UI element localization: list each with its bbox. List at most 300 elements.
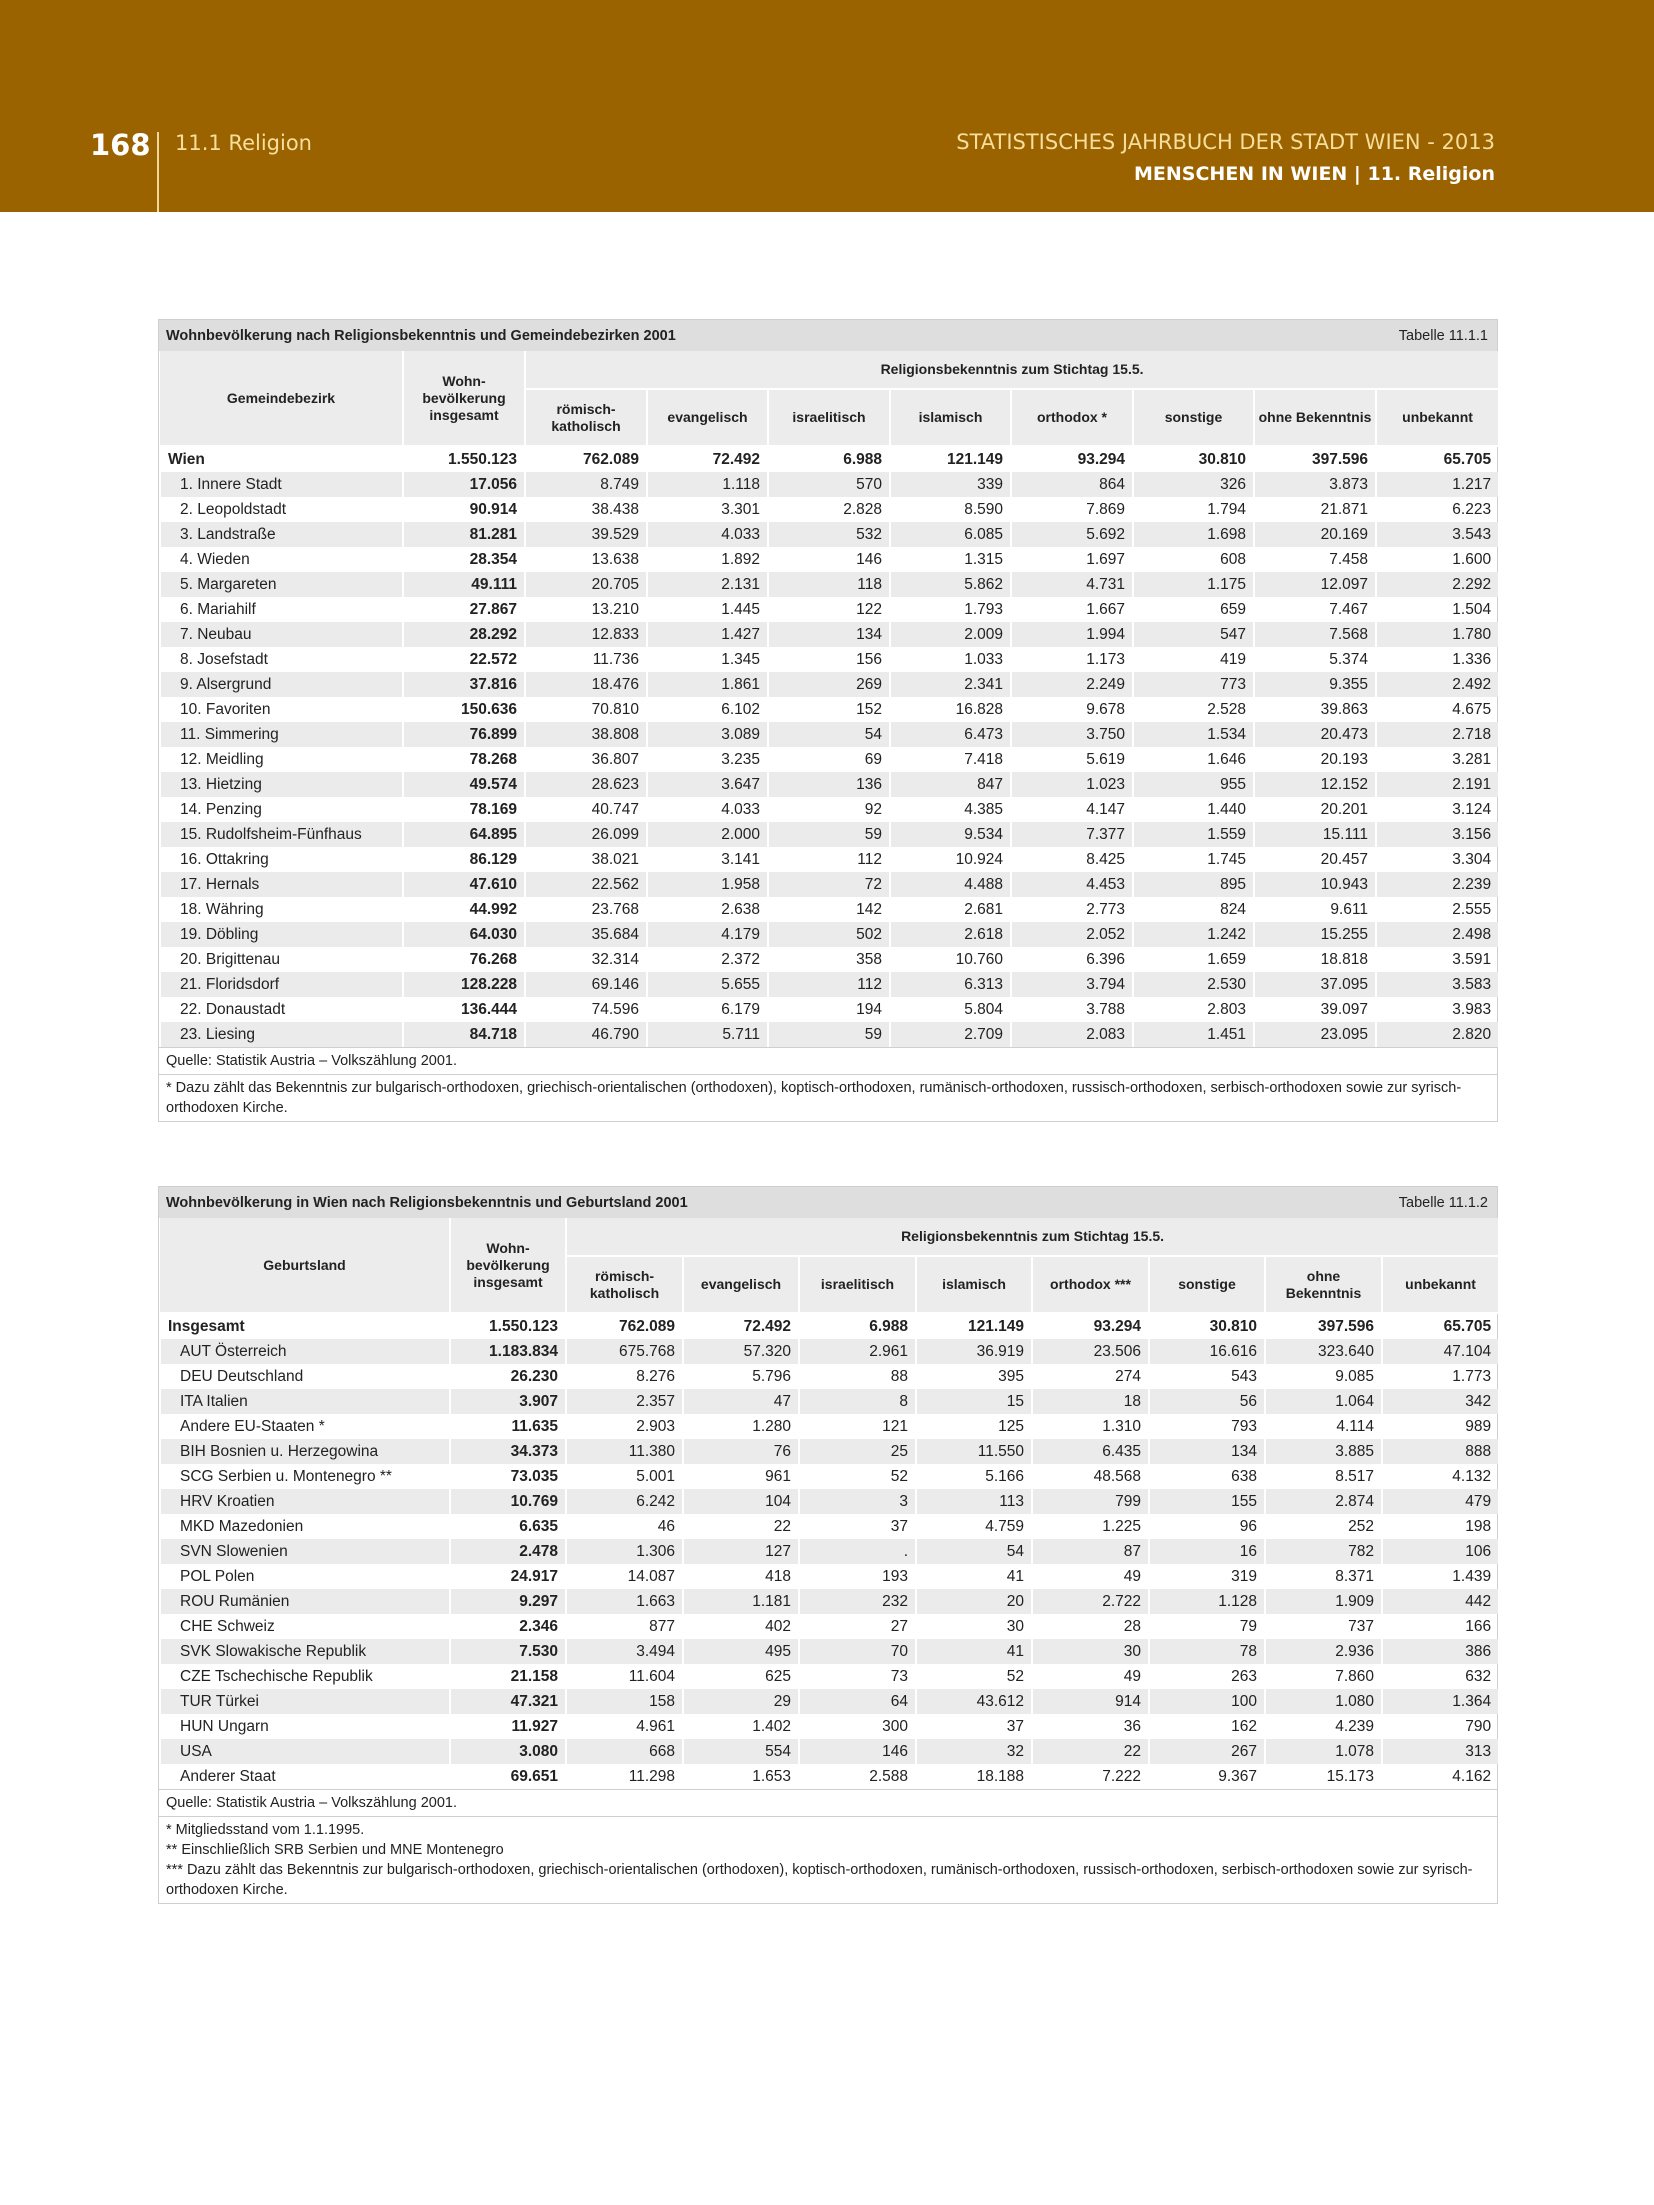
cell-value: 7.222	[1032, 1764, 1149, 1789]
cell-value: 762.089	[566, 1313, 683, 1339]
cell-value: 4.162	[1382, 1764, 1498, 1789]
cell-value: 90.914	[403, 497, 525, 522]
cell-value: 2.239	[1376, 872, 1498, 897]
cell-value: 34.373	[450, 1439, 566, 1464]
cell-value: 3.080	[450, 1739, 566, 1764]
footnote: ** Einschließlich SRB Serbien und MNE Montenegro	[166, 1842, 504, 1858]
cell-value: 92	[768, 797, 890, 822]
table-title-bar	[159, 320, 1497, 351]
cell-value: 121.149	[916, 1313, 1032, 1339]
cell-value: 25	[799, 1439, 916, 1464]
cell-value: 8.276	[566, 1364, 683, 1389]
cell-value: 5.796	[683, 1364, 799, 1389]
cell-value: 4.385	[890, 797, 1011, 822]
cell-value: 6.435	[1032, 1439, 1149, 1464]
cell-value: 4.033	[647, 522, 768, 547]
cell-value: 21.158	[450, 1664, 566, 1689]
cell-value: 59	[768, 822, 890, 847]
cell-value: 121.149	[890, 446, 1011, 472]
cell-value: 16.616	[1149, 1339, 1265, 1364]
cell-value: 2.820	[1376, 1022, 1498, 1047]
cell-value: 87	[1032, 1539, 1149, 1564]
cell-value: 3.301	[647, 497, 768, 522]
row-label: MKD Mazedonien	[160, 1514, 450, 1539]
table-row	[160, 947, 1498, 972]
cell-value: 762.089	[525, 446, 647, 472]
table-row	[160, 797, 1498, 822]
cell-value: 2.936	[1265, 1639, 1382, 1664]
cell-value: 28	[1032, 1614, 1149, 1639]
cell-value: 56	[1149, 1389, 1265, 1414]
cell-value: 73.035	[450, 1464, 566, 1489]
cell-value: 1.128	[1149, 1589, 1265, 1614]
cell-value: 1.439	[1382, 1564, 1498, 1589]
row-label: 15. Rudolfsheim-Fünfhaus	[160, 822, 403, 847]
cell-value: 13.210	[525, 597, 647, 622]
cell-value: 22	[683, 1514, 799, 1539]
cell-value: 1.310	[1032, 1414, 1149, 1439]
cell-value: 2.530	[1133, 972, 1254, 997]
cell-value: 1.023	[1011, 772, 1133, 797]
cell-value: 23.506	[1032, 1339, 1149, 1364]
table-row	[160, 1364, 1498, 1389]
cell-value: 2.709	[890, 1022, 1011, 1047]
cell-value: 1.064	[1265, 1389, 1382, 1414]
cell-value: 914	[1032, 1689, 1149, 1714]
cell-value: 36.919	[916, 1339, 1032, 1364]
cell-value: 32	[916, 1739, 1032, 1764]
cell-value: 1.780	[1376, 622, 1498, 647]
table-row	[160, 1564, 1498, 1589]
table-row	[160, 622, 1498, 647]
cell-value: 193	[799, 1564, 916, 1589]
cell-value: 37	[916, 1714, 1032, 1739]
cell-value: 1.659	[1133, 947, 1254, 972]
page-header	[0, 0, 1654, 212]
row-label: TUR Türkei	[160, 1689, 450, 1714]
cell-value: 20.705	[525, 572, 647, 597]
cell-value: 989	[1382, 1414, 1498, 1439]
cell-value: 88	[799, 1364, 916, 1389]
table-row	[160, 647, 1498, 672]
cell-value: 2.357	[566, 1389, 683, 1414]
cell-value: 128.228	[403, 972, 525, 997]
cell-value: 78.268	[403, 747, 525, 772]
cell-value: 20.457	[1254, 847, 1376, 872]
cell-value: 11.550	[916, 1439, 1032, 1464]
table-row	[160, 1389, 1498, 1414]
cell-value: 339	[890, 472, 1011, 497]
chapter-title: MENSCHEN IN WIEN | 11. Religion	[1134, 163, 1495, 185]
cell-value: 15.255	[1254, 922, 1376, 947]
cell-value: 2.555	[1376, 897, 1498, 922]
cell-value: 3.583	[1376, 972, 1498, 997]
cell-value: 52	[916, 1664, 1032, 1689]
row-label: 8. Josefstadt	[160, 647, 403, 672]
cell-value: 888	[1382, 1439, 1498, 1464]
cell-value: 232	[799, 1589, 916, 1614]
cell-value: 49	[1032, 1564, 1149, 1589]
cell-value: 1.242	[1133, 922, 1254, 947]
cell-value: 41	[916, 1639, 1032, 1664]
cell-value: 9.085	[1265, 1364, 1382, 1389]
table-row	[160, 572, 1498, 597]
cell-value: 7.530	[450, 1639, 566, 1664]
col-header: römisch-katholisch	[525, 389, 647, 446]
table-religion-by-birth-country	[158, 1186, 1498, 1904]
cell-value: 3.647	[647, 772, 768, 797]
cell-value: 59	[768, 1022, 890, 1047]
col-header-label: Gemeindebezirk	[160, 351, 403, 446]
cell-value: 5.374	[1254, 647, 1376, 672]
table-title-bar	[159, 1187, 1497, 1218]
table-row	[160, 1539, 1498, 1564]
row-label: 23. Liesing	[160, 1022, 403, 1047]
cell-value: 502	[768, 922, 890, 947]
row-label: 9. Alsergrund	[160, 672, 403, 697]
cell-value: 5.692	[1011, 522, 1133, 547]
cell-value: 73	[799, 1664, 916, 1689]
cell-value: 166	[1382, 1614, 1498, 1639]
cell-value: 8.749	[525, 472, 647, 497]
cell-value: 74.596	[525, 997, 647, 1022]
cell-value: 4.488	[890, 872, 1011, 897]
cell-value: 46.790	[525, 1022, 647, 1047]
cell-value: 35.684	[525, 922, 647, 947]
cell-value: 15.111	[1254, 822, 1376, 847]
cell-value: 9.534	[890, 822, 1011, 847]
cell-value: 70.810	[525, 697, 647, 722]
cell-value: 3.885	[1265, 1439, 1382, 1464]
cell-value: 2.961	[799, 1339, 916, 1364]
cell-value: 47.610	[403, 872, 525, 897]
row-label: HRV Kroatien	[160, 1489, 450, 1514]
cell-value: 1.745	[1133, 847, 1254, 872]
table-row	[160, 1739, 1498, 1764]
cell-value: 4.453	[1011, 872, 1133, 897]
cell-value: 323.640	[1265, 1339, 1382, 1364]
cell-value: 252	[1265, 1514, 1382, 1539]
cell-value: 358	[768, 947, 890, 972]
cell-value: 76	[683, 1439, 799, 1464]
cell-value: 3.543	[1376, 522, 1498, 547]
cell-value: 3.907	[450, 1389, 566, 1414]
row-label: 17. Hernals	[160, 872, 403, 897]
cell-value: 1.427	[647, 622, 768, 647]
table-title: Wohnbevölkerung in Wien nach Religionsbekenntnis und Geburtsland 2001	[166, 1194, 688, 1211]
cell-value: 625	[683, 1664, 799, 1689]
row-label: 10. Favoriten	[160, 697, 403, 722]
cell-value: 799	[1032, 1489, 1149, 1514]
table-row	[160, 1439, 1498, 1464]
cell-value: 5.001	[566, 1464, 683, 1489]
cell-value: 72	[768, 872, 890, 897]
table-row	[160, 472, 1498, 497]
cell-value: 8.590	[890, 497, 1011, 522]
table-row	[160, 1339, 1498, 1364]
cell-value: 14.087	[566, 1564, 683, 1589]
footnote: * Dazu zählt das Bekenntnis zur bulgarisch-orthodoxen, griechisch-orientalischen (orthodoxen), koptisch-orthodoxen, rumänisch-orthodoxen, russisch-orthodoxen, serbisch-orthodoxen sowie zur syrisch-orthodoxen Kirche.	[166, 1080, 1462, 1116]
cell-value: 1.080	[1265, 1689, 1382, 1714]
cell-value: 9.297	[450, 1589, 566, 1614]
row-label: Wien	[160, 446, 403, 472]
cell-value: 1.550.123	[403, 446, 525, 472]
cell-value: 39.529	[525, 522, 647, 547]
row-label: DEU Deutschland	[160, 1364, 450, 1389]
cell-value: 263	[1149, 1664, 1265, 1689]
cell-value: 2.638	[647, 897, 768, 922]
col-header: orthodox *	[1011, 389, 1133, 446]
cell-value: 319	[1149, 1564, 1265, 1589]
cell-value: 269	[768, 672, 890, 697]
col-header: unbekannt	[1376, 389, 1498, 446]
cell-value: 121	[799, 1414, 916, 1439]
cell-value: 2.292	[1376, 572, 1498, 597]
cell-value: 78.169	[403, 797, 525, 822]
cell-value: 18.818	[1254, 947, 1376, 972]
cell-value: 156	[768, 647, 890, 672]
cell-value: 93.294	[1011, 446, 1133, 472]
cell-value: 1.173	[1011, 647, 1133, 672]
cell-value: 65.705	[1376, 446, 1498, 472]
col-header-label: Geburtsland	[160, 1218, 450, 1313]
table-row	[160, 1589, 1498, 1614]
cell-value: 13.638	[525, 547, 647, 572]
row-label: AUT Österreich	[160, 1339, 450, 1364]
cell-value: 46	[566, 1514, 683, 1539]
cell-value: 54	[768, 722, 890, 747]
cell-value: 1.909	[1265, 1589, 1382, 1614]
book-title: STATISTISCHES JAHRBUCH DER STADT WIEN - 2013	[956, 130, 1495, 154]
cell-value: 386	[1382, 1639, 1498, 1664]
table-row	[160, 547, 1498, 572]
cell-value: 2.528	[1133, 697, 1254, 722]
cell-value: 793	[1149, 1414, 1265, 1439]
cell-value: 632	[1382, 1664, 1498, 1689]
table-row	[160, 1689, 1498, 1714]
cell-value: 12.097	[1254, 572, 1376, 597]
total-row	[160, 1313, 1498, 1339]
cell-value: 5.619	[1011, 747, 1133, 772]
cell-value: 675.768	[566, 1339, 683, 1364]
header-divider	[157, 132, 159, 212]
cell-value: 23.095	[1254, 1022, 1376, 1047]
cell-value: 300	[799, 1714, 916, 1739]
row-label: 18. Währing	[160, 897, 403, 922]
cell-value: 64	[799, 1689, 916, 1714]
cell-value: 93.294	[1032, 1313, 1149, 1339]
cell-value: 2.722	[1032, 1589, 1149, 1614]
cell-value: 10.760	[890, 947, 1011, 972]
cell-value: 18.188	[916, 1764, 1032, 1789]
cell-value: 2.718	[1376, 722, 1498, 747]
cell-value: 20.473	[1254, 722, 1376, 747]
col-header: evangelisch	[647, 389, 768, 446]
cell-value: 274	[1032, 1364, 1149, 1389]
cell-value: 76.268	[403, 947, 525, 972]
cell-value: 158	[566, 1689, 683, 1714]
cell-value: 1.225	[1032, 1514, 1149, 1539]
cell-value: 6.473	[890, 722, 1011, 747]
cell-value: 6.242	[566, 1489, 683, 1514]
cell-value: 4.179	[647, 922, 768, 947]
cell-value: 2.346	[450, 1614, 566, 1639]
cell-value: 6.396	[1011, 947, 1133, 972]
col-header: ohne Bekenntnis	[1265, 1256, 1382, 1313]
cell-value: 194	[768, 997, 890, 1022]
table-source: Quelle: Statistik Austria – Volkszählung 2001.	[159, 1047, 1497, 1074]
cell-value: 9.678	[1011, 697, 1133, 722]
cell-value: 3.281	[1376, 747, 1498, 772]
cell-value: 20.193	[1254, 747, 1376, 772]
cell-value: 1.033	[890, 647, 1011, 672]
cell-value: 3.591	[1376, 947, 1498, 972]
cell-value: 69	[768, 747, 890, 772]
cell-value: 1.402	[683, 1714, 799, 1739]
cell-value: 30.810	[1149, 1313, 1265, 1339]
cell-value: 418	[683, 1564, 799, 1589]
cell-value: 28.292	[403, 622, 525, 647]
table-row	[160, 1514, 1498, 1539]
cell-value: 198	[1382, 1514, 1498, 1539]
col-header: sonstige	[1149, 1256, 1265, 1313]
cell-value: 49.574	[403, 772, 525, 797]
cell-value: 3.750	[1011, 722, 1133, 747]
table-source: Quelle: Statistik Austria – Volkszählung 2001.	[159, 1789, 1497, 1816]
cell-value: 3	[799, 1489, 916, 1514]
cell-value: 3.983	[1376, 997, 1498, 1022]
cell-value: 18.476	[525, 672, 647, 697]
table-row	[160, 1022, 1498, 1047]
cell-value: 146	[799, 1739, 916, 1764]
cell-value: 5.166	[916, 1464, 1032, 1489]
cell-value: 24.917	[450, 1564, 566, 1589]
cell-value: 395	[916, 1364, 1032, 1389]
cell-value: 136.444	[403, 997, 525, 1022]
row-label: SVN Slowenien	[160, 1539, 450, 1564]
row-label: POL Polen	[160, 1564, 450, 1589]
cell-value: 6.988	[768, 446, 890, 472]
cell-value: 877	[566, 1614, 683, 1639]
cell-value: 64.895	[403, 822, 525, 847]
cell-value: 3.494	[566, 1639, 683, 1664]
cell-value: 1.175	[1133, 572, 1254, 597]
cell-value: 1.793	[890, 597, 1011, 622]
cell-value: 1.364	[1382, 1689, 1498, 1714]
row-label: 1. Innere Stadt	[160, 472, 403, 497]
row-label: ITA Italien	[160, 1389, 450, 1414]
cell-value: 1.550.123	[450, 1313, 566, 1339]
cell-value: 267	[1149, 1739, 1265, 1764]
cell-value: 961	[683, 1464, 799, 1489]
cell-value: 1.280	[683, 1414, 799, 1439]
group-header: Religionsbekenntnis zum Stichtag 15.5.	[566, 1218, 1498, 1256]
cell-value: 4.961	[566, 1714, 683, 1739]
cell-value: 5.862	[890, 572, 1011, 597]
cell-value: 64.030	[403, 922, 525, 947]
cell-value: 1.663	[566, 1589, 683, 1614]
cell-value: 1.861	[647, 672, 768, 697]
table-religion-by-district	[158, 319, 1498, 1122]
table-row	[160, 997, 1498, 1022]
cell-value: 69.651	[450, 1764, 566, 1789]
cell-value: 106	[1382, 1539, 1498, 1564]
cell-value: 824	[1133, 897, 1254, 922]
cell-value: 27.867	[403, 597, 525, 622]
cell-value: 2.000	[647, 822, 768, 847]
cell-value: 70	[799, 1639, 916, 1664]
cell-value: 38.438	[525, 497, 647, 522]
cell-value: 1.698	[1133, 522, 1254, 547]
cell-value: 6.635	[450, 1514, 566, 1539]
cell-value: 150.636	[403, 697, 525, 722]
cell-value: 1.697	[1011, 547, 1133, 572]
cell-value: 6.085	[890, 522, 1011, 547]
row-label: SCG Serbien u. Montenegro **	[160, 1464, 450, 1489]
cell-value: 36	[1032, 1714, 1149, 1739]
cell-value: 2.009	[890, 622, 1011, 647]
cell-value: 72.492	[683, 1313, 799, 1339]
table-row	[160, 1614, 1498, 1639]
cell-value: 29	[683, 1689, 799, 1714]
cell-value: 20.201	[1254, 797, 1376, 822]
cell-value: 49.111	[403, 572, 525, 597]
row-label: 4. Wieden	[160, 547, 403, 572]
cell-value: 22.572	[403, 647, 525, 672]
total-row	[160, 446, 1498, 472]
table-row	[160, 722, 1498, 747]
footnote: *** Dazu zählt das Bekenntnis zur bulgarisch-orthodoxen, griechisch-orientalischen (orthodoxen), koptisch-orthodoxen, rumänisch-orthodoxen, russisch-orthodoxen, serbisch-orthodoxen sowie zur syrisch-orthodoxen Kirche.	[166, 1862, 1473, 1898]
cell-value: 1.315	[890, 547, 1011, 572]
cell-value: 532	[768, 522, 890, 547]
cell-value: 10.769	[450, 1489, 566, 1514]
cell-value: 38.808	[525, 722, 647, 747]
table-row	[160, 497, 1498, 522]
cell-value: 28.623	[525, 772, 647, 797]
cell-value: 12.833	[525, 622, 647, 647]
row-label: 5. Margareten	[160, 572, 403, 597]
cell-value: 782	[1265, 1539, 1382, 1564]
row-label: 3. Landstraße	[160, 522, 403, 547]
cell-value: 38.021	[525, 847, 647, 872]
cell-value: 11.736	[525, 647, 647, 672]
cell-value: 397.596	[1254, 446, 1376, 472]
cell-value: 30	[1032, 1639, 1149, 1664]
cell-value: 5.655	[647, 972, 768, 997]
section-label: 11.1 Religion	[175, 131, 312, 155]
cell-value: 2.249	[1011, 672, 1133, 697]
row-label: Andere EU-Staaten *	[160, 1414, 450, 1439]
cell-value: 8	[799, 1389, 916, 1414]
cell-value: 3.089	[647, 722, 768, 747]
cell-value: 2.681	[890, 897, 1011, 922]
cell-value: 1.667	[1011, 597, 1133, 622]
cell-value: 1.958	[647, 872, 768, 897]
cell-value: 11.927	[450, 1714, 566, 1739]
cell-value: 2.588	[799, 1764, 916, 1789]
table-row	[160, 747, 1498, 772]
table-row	[160, 1714, 1498, 1739]
cell-value: 112	[768, 847, 890, 872]
cell-value: 86.129	[403, 847, 525, 872]
cell-value: 127	[683, 1539, 799, 1564]
cell-value: 118	[768, 572, 890, 597]
table-footnotes	[159, 1816, 1497, 1903]
cell-value: 397.596	[1265, 1313, 1382, 1339]
cell-value: 81.281	[403, 522, 525, 547]
row-label: 22. Donaustadt	[160, 997, 403, 1022]
table-row	[160, 1489, 1498, 1514]
